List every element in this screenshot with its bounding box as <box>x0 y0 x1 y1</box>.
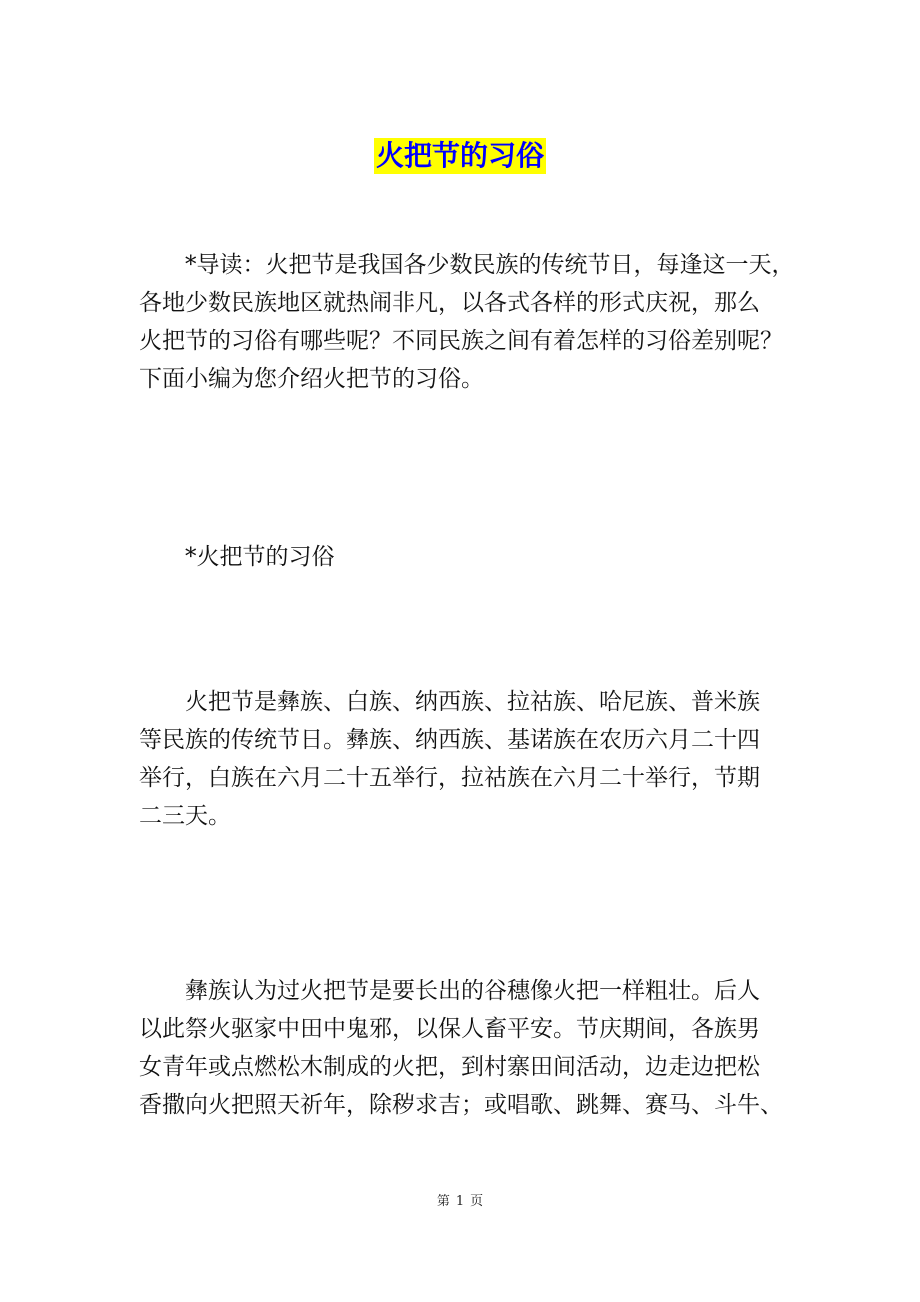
paragraph-line: 彝族认为过火把节是要长出的谷穗像火把一样粗壮。后人 <box>185 978 760 1004</box>
page-number: 1 <box>455 1194 465 1209</box>
paragraph-line: 女青年或点燃松木制成的火把，到村寨田间活动，边走边把松 <box>139 1054 760 1080</box>
paragraph-line: 以此祭火驱家中田中鬼邪，以保人畜平安。节庆期间，各族男 <box>139 1016 760 1042</box>
page-footer <box>0 1190 920 1209</box>
paragraph-line: 火把节的习俗有哪些呢？不同民族之间有着怎样的习俗差别呢？ <box>139 328 783 354</box>
document-title: 火把节的习俗 <box>375 139 544 172</box>
paragraph-line: 火把节是彝族、白族、纳西族、拉祜族、哈尼族、普米族 <box>185 689 760 715</box>
paragraph-line: *导读：火把节是我国各少数民族的传统节日，每逢这一天， <box>185 252 795 278</box>
paragraph-line: 香撒向火把照天祈年，除秽求吉；或唱歌、跳舞、赛马、斗牛、 <box>139 1092 783 1118</box>
section-heading-text: *火把节的习俗 <box>185 544 335 570</box>
footer-suffix: 页 <box>470 1194 484 1209</box>
paragraph-line: 等民族的传统节日。彝族、纳西族、基诺族在农历六月二十四 <box>139 727 760 753</box>
paragraph-intro <box>139 246 799 398</box>
paragraph-line: 下面小编为您介绍火把节的习俗。 <box>139 366 484 392</box>
section-heading <box>139 538 799 576</box>
paragraph-line: 二三天。 <box>139 803 231 829</box>
paragraph-dates <box>139 683 799 835</box>
paragraph-customs <box>139 972 799 1124</box>
footer-prefix: 第 <box>436 1194 450 1209</box>
title-container <box>0 138 920 174</box>
paragraph-line: 各地少数民族地区就热闹非凡，以各式各样的形式庆祝，那么 <box>139 290 760 316</box>
paragraph-line: 举行，白族在六月二十五举行，拉祜族在六月二十举行，节期 <box>139 765 760 791</box>
